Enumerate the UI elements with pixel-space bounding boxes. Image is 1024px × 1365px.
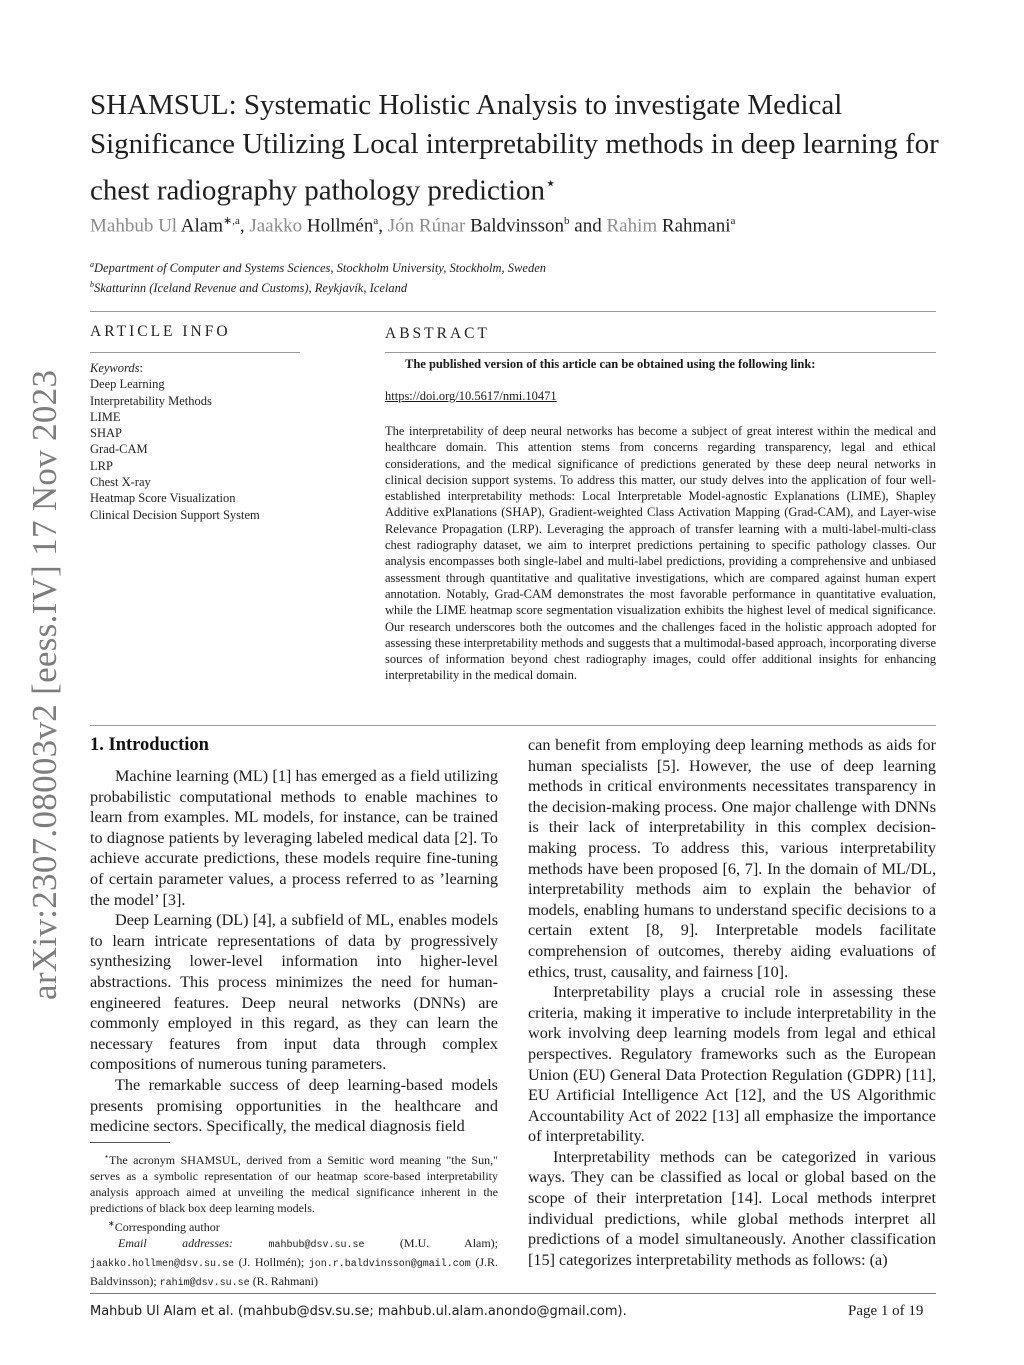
title-footnote-mark: ⋆ <box>545 173 557 193</box>
keyword: SHAP <box>90 426 122 441</box>
email-address[interactable]: jaakko.hollmen@dsv.su.se <box>90 1259 235 1270</box>
published-version-note: The published version of this article can be obtained using the following link: <box>405 357 816 371</box>
email-address[interactable]: mahbub@dsv.su.se <box>268 1240 365 1251</box>
right-column <box>528 735 936 1270</box>
keyword: LRP <box>90 458 113 473</box>
keyword: Grad-CAM <box>90 442 148 457</box>
abstract-text: The interpretability of deep neural networks has become a subject of great interest within the medical and healthcare domain. This attention stems from concerns regarding transparency, legal and ethical considerations, and the medical significance of predictions generated by these deep neural networks in clinical decision support systems. To address this matter, our study delves into the application of four well-established interpretability methods: Local Interpretable Model-agnostic Explanations (LIME), Shapley Additive exPlanations (SHAP), Gradient-weighted Class Activation Mapping (Grad-CAM), and Layer-wise Relevance Propagation (LRP). Leveraging the approach of transfer learning with a multi-label-multi-class chest radiography dataset, we aim to interpret predictions pertaining to specific pathology classes. Our analysis encompasses both single-label and multi-label predictions, providing a comprehensive and unbiased assessment through quantitative and qualitative investigations, which are compared against human expert annotation. Notably, Grad-CAM demonstrates the most favorable performance in quantitative evaluation, while the LIME heatmap score segmentation visualization exhibits the highest level of medical significance. Our research underscores both the outcomes and the challenges faced in the holistic approach adopted for assessing these interpretability methods and suggests that a multimodal-based approach, incorporating diverse sources of information beyond chest radiography images, could offer additional insights for enhancing interpretability in the medical domain. <box>385 424 936 683</box>
affiliation-b: $^b$Skatturinn (Iceland Revenue and Customs), Reykjavík, Iceland <box>90 280 408 296</box>
affiliation-a: $^a$Department of Computer and Systems Sciences, Stockholm University, Stockholm, Sweden <box>90 260 546 276</box>
keyword: Interpretability Methods <box>90 393 212 408</box>
arxiv-stamp: arXiv:2307.08003v2 [eess.IV] 17 Nov 2023 <box>25 369 64 1000</box>
keyword: Clinical Decision Support System <box>90 507 260 522</box>
footnote-star: ⋆The acronym SHAMSUL, derived from a Semitic word meaning "the Sun," serves as a symbolic representation of our heatmap score-based interpretability analysis approach aimed at unveiling the medical significance inherent in the predictions of black box deep learning models. <box>90 1152 498 1215</box>
body-rule <box>90 725 936 726</box>
abstract-heading: ABSTRACT <box>385 325 490 342</box>
paragraph: Deep Learning (DL) [4], a subfield of ML, enables models to learn intricate representations of data by progressively synthesizing lower-level information into higher-level abstractions. This process minimizes the need for human-engineered features. Deep neural networks (DNNs) are commonly employed in this regard, as they can learn the necessary features from input data through complex compositions of numerous tuning parameters. <box>90 911 498 1074</box>
footer-rule <box>90 1293 936 1294</box>
header-rule <box>90 311 936 312</box>
footer-contact: Mahbub Ul Alam et al. (mahbub@dsv.su.se; mahbub.ul.alam.anondo@gmail.com). <box>90 1304 627 1319</box>
paper-title: SHAMSUL: Systematic Holistic Analysis to investigate Medical Significance Utilizing Local interpretability methods in deep learning for chest radiography pathology prediction⋆ <box>90 89 939 207</box>
footnote-corresponding: ∗Corresponding author <box>108 1219 220 1234</box>
paragraph: Machine learning (ML) [1] has emerged as a field utilizing probabilistic computational methods to enable machines to learn from examples. ML models, for instance, can be trained to diagnose patients by leveraging labeled medical data [2]. To achieve accurate predictions, these models require fine-tuning of certain parameter values, a process referred to as ’learning the model’ [3]. <box>90 767 498 909</box>
keyword: LIME <box>90 409 121 424</box>
doi-link[interactable]: https://doi.org/10.5617/nmi.10471 <box>385 389 557 403</box>
keyword: Deep Learning <box>90 377 165 392</box>
abstract-rule <box>385 352 936 353</box>
left-column <box>90 766 498 1137</box>
paragraph: can benefit from employing deep learning methods as aids for human specialists [5]. However, the use of deep learning methods in critical environments necessitates transparency in the decision-making process. One major challenge with DNNs is their lack of interpretability in this complex decision-making process. To address this, various interpretability methods have been proposed [6, 7]. In the domain of ML/DL, interpretability methods aim to explain the behavior of models, enabling humans to understand specific decisions to a certain extent [8, 9]. Interpretable models facilitate comprehension of outcomes, thereby aiding evaluations of ethics, trust, causality, and fairness [10]. <box>528 736 936 981</box>
keyword: Heatmap Score Visualization <box>90 491 236 506</box>
email-address[interactable]: jon.r.baldvinsson@gmail.com <box>308 1259 471 1270</box>
author-list: Mahbub Ul Alam$^{∗,a}$, Jaakko Hollmén$^a$, Jón Rúnar Baldvinsson$^b$ and Rahim Rahmani$^a$ <box>90 215 736 237</box>
footnotes <box>90 1149 498 1292</box>
email-address[interactable]: rahim@dsv.su.se <box>159 1278 250 1289</box>
paragraph: The remarkable success of deep learning-based models presents promising opportunities in the healthcare and medicine sectors. Specifically, the medical diagnosis field <box>90 1075 498 1136</box>
footnote-emails: Email addresses: mahbub@dsv.su.se (M.U. Alam); jaakko.hollmen@dsv.su.se (J. Hollmén); jon.r.baldvinsson@gmail.com (J.R. Baldvinsson); rahim@dsv.su.se (R. Rahmani) <box>90 1236 499 1289</box>
article-info-rule <box>90 352 300 353</box>
paragraph: Interpretability plays a crucial role in assessing these criteria, making it imperative to include interpretability in the work involving deep learning models from legal and ethical perspectives. Regulatory frameworks such as the European Union (EU) General Data Protection Regulation (GDPR) [11], EU Artificial Intelligence Act [12], and the US Algorithmic Accountability Act of 2022 [13] all emphasize the importance of interpretability. <box>528 983 936 1146</box>
footnote-rule <box>90 1142 170 1143</box>
article-info-heading: ARTICLE INFO <box>90 323 231 340</box>
keyword: Chest X-ray <box>90 475 151 490</box>
paragraph: Interpretability methods can be categorized in various ways. They can be classified as local or global based on the scope of their interpretation [14]. Local methods interpret individual predictions, while global methods interpret all predictions of a model simultaneously. Another classification [15] categorizes interpretability methods as follows: (a) <box>528 1147 936 1269</box>
section-heading: 1. Introduction <box>90 735 209 755</box>
keyword-list <box>90 376 260 523</box>
keywords-block: Keywords: Deep Learning Interpretability Methods LIME SHAP Grad-CAM LRP Chest X-ray Heatmap Score Visualization Clinical Decision Support System <box>90 361 260 522</box>
page-number: Page 1 of 19 <box>848 1303 924 1319</box>
